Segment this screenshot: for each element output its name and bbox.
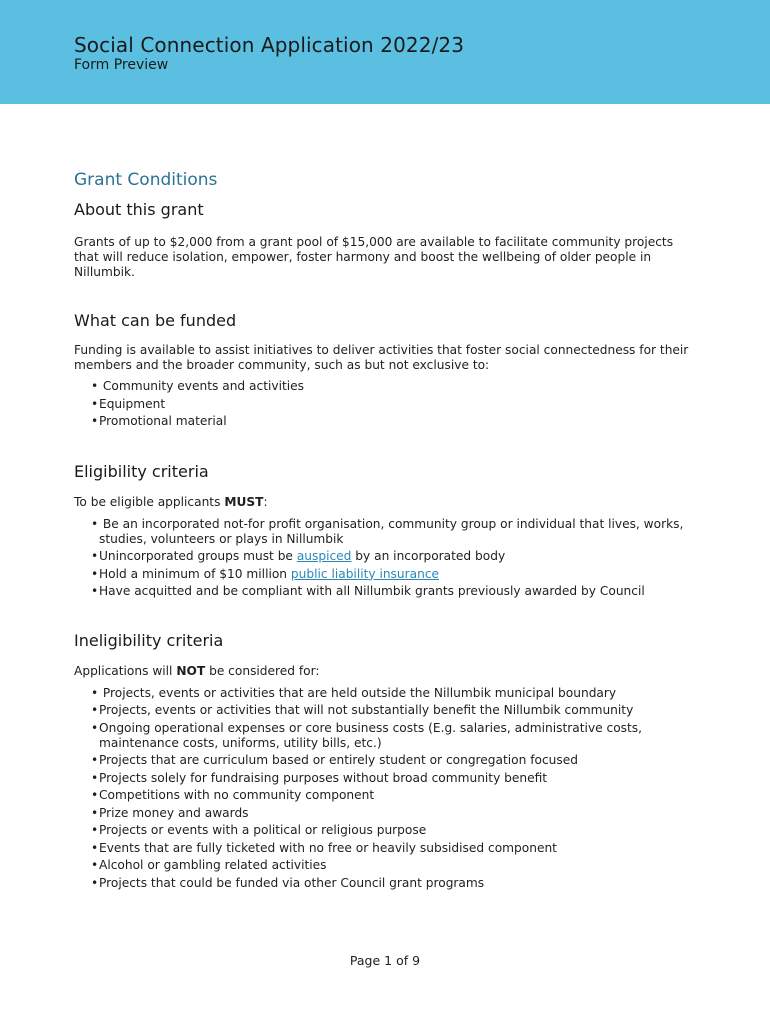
form-subtitle: Form Preview	[74, 57, 169, 73]
page-number: Page 1 of 9	[349, 953, 421, 968]
eligibility-intro: To be eligible applicants MUST:	[74, 494, 268, 509]
list-item: • Community events and activities	[91, 379, 304, 393]
list-item: •Competitions with no community component	[91, 788, 375, 802]
list-item: •Promotional material	[91, 414, 227, 428]
list-item: •Alcohol or gambling related activities	[91, 858, 327, 872]
heading-what-can-be-funded: What can be funded	[74, 311, 237, 330]
list-item: • Projects, events or activities that are held outside the Nillumbik municipal boundary	[91, 685, 617, 700]
form-content	[74, 170, 694, 893]
list-item: •Prize money and awards	[91, 805, 249, 820]
list-item: •Events that are fully ticketed with no free or heavily subsidised component	[91, 840, 557, 855]
page-header	[0, 0, 770, 104]
heading-eligibility-criteria: Eligibility criteria	[74, 461, 209, 481]
form-title: Social Connection Application 2022/23	[74, 33, 465, 57]
funded-text: Funding is available to assist initiatives to deliver activities that foster social connectedness for their members and the broader community, such as but not exclusive to:	[74, 343, 689, 372]
list-item: • Be an incorporated not-for profit organisation, community group or individual that lives, works, studies, volunteers or plays in Nillumbik	[91, 516, 684, 546]
funded-list	[74, 379, 694, 429]
list-item: •Ongoing operational expenses or core business costs (E.g. salaries, administrative costs, maintenance costs, uniforms, utility bills, etc.)	[91, 720, 643, 750]
section-heading-grant-conditions: Grant Conditions	[74, 170, 218, 190]
ineligibility-intro: Applications will NOT be considered for:	[74, 663, 320, 678]
list-item: •Hold a minimum of $10 million public liability insurance	[91, 566, 440, 581]
public-liability-insurance-link[interactable]: public liability insurance	[290, 566, 440, 581]
about-text: Grants of up to $2,000 from a grant pool of $15,000 are available to facilitate community projects that will reduce isolation, empower, foster harmony and boost the wellbeing of older people in Nillumbik.	[74, 235, 674, 279]
ineligibility-list	[74, 686, 694, 891]
list-item: •Projects solely for fundraising purposes without broad community benefit	[91, 770, 548, 785]
list-item: •Unincorporated groups must be auspiced by an incorporated body	[91, 549, 506, 563]
list-item: •Projects or events with a political or religious purpose	[91, 823, 427, 837]
list-item: •Projects that are curriculum based or entirely student or congregation focused	[91, 753, 578, 767]
heading-ineligibility-criteria: Ineligibility criteria	[74, 630, 224, 650]
heading-about-this-grant: About this grant	[74, 200, 204, 219]
list-item: •Have acquitted and be compliant with all Nillumbik grants previously awarded by Council	[91, 584, 645, 598]
list-item: •Equipment	[91, 396, 166, 411]
eligibility-list	[74, 517, 694, 600]
auspiced-link[interactable]: auspiced	[296, 549, 352, 563]
list-item: •Projects that could be funded via other Council grant programs	[91, 875, 485, 890]
list-item: •Projects, events or activities that will not substantially benefit the Nillumbik community	[91, 703, 634, 717]
